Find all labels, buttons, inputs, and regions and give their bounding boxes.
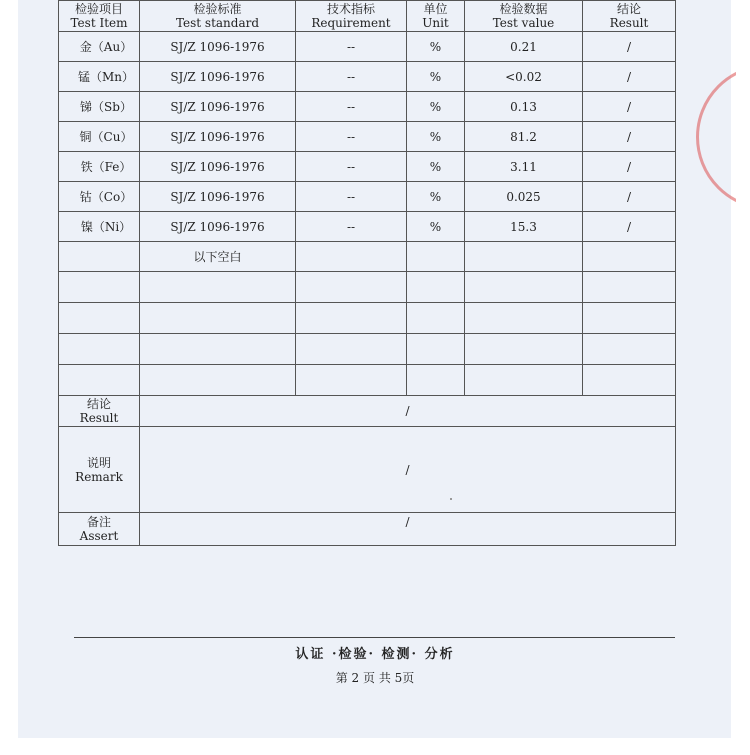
cell-result: /: [583, 92, 676, 122]
table-row: [59, 182, 676, 212]
cell-requirement: --: [296, 62, 407, 92]
table-row: [59, 62, 676, 92]
cell-result: /: [583, 32, 676, 62]
cell-item: 钴（Co）: [59, 182, 140, 212]
cell-result: /: [583, 122, 676, 152]
header-item: 检验项目 Test Item: [59, 1, 140, 32]
cell-unit: %: [407, 182, 465, 212]
cell-value: 0.21: [465, 32, 583, 62]
assert-row: [59, 513, 676, 546]
table-row: [59, 212, 676, 242]
cell-result: /: [583, 212, 676, 242]
cell-unit: %: [407, 212, 465, 242]
empty-row: [59, 303, 676, 334]
footer-divider: [74, 637, 675, 638]
header-value: 检验数据 Test value: [465, 1, 583, 32]
cell-standard: SJ/Z 1096-1976: [140, 122, 296, 152]
assert-label: 备注 Assert: [59, 513, 140, 546]
remark-label: 说明 Remark: [59, 427, 140, 513]
empty-row: [59, 365, 676, 396]
cell-requirement: --: [296, 152, 407, 182]
report-sheet: [18, 0, 731, 738]
cell-unit: %: [407, 62, 465, 92]
empty-cell: [407, 242, 465, 272]
header-result: 结论 Result: [583, 1, 676, 32]
cell-requirement: --: [296, 92, 407, 122]
cell-value: 3.11: [465, 152, 583, 182]
cell-value: 0.025: [465, 182, 583, 212]
cell-requirement: --: [296, 122, 407, 152]
speck: [450, 498, 452, 500]
cell-standard: SJ/Z 1096-1976: [140, 32, 296, 62]
cell-standard: SJ/Z 1096-1976: [140, 92, 296, 122]
cell-unit: %: [407, 152, 465, 182]
page-number: 第 2 页 共 5页: [335, 671, 415, 685]
cell-unit: %: [407, 32, 465, 62]
table-header-row: [59, 1, 676, 32]
conclusion-value: /: [140, 396, 676, 427]
cell-unit: %: [407, 122, 465, 152]
remark-row: [59, 427, 676, 513]
cell-value: <0.02: [465, 62, 583, 92]
cell-item: 铜（Cu）: [59, 122, 140, 152]
cell-requirement: --: [296, 182, 407, 212]
cell-unit: %: [407, 92, 465, 122]
cell-item: 锰（Mn）: [59, 62, 140, 92]
cell-result: /: [583, 182, 676, 212]
cell-item: 锑（Sb）: [59, 92, 140, 122]
empty-cell: [59, 242, 140, 272]
assert-value: /: [140, 513, 676, 546]
header-standard: 检验标准 Test standard: [140, 1, 296, 32]
cell-item: 镍（Ni）: [59, 212, 140, 242]
seal-ring: [696, 64, 736, 206]
footer-motto: 认证 ·检验· 检测· 分析: [295, 647, 455, 662]
cell-value: 0.13: [465, 92, 583, 122]
empty-cell: [296, 242, 407, 272]
cell-item: 铁（Fe）: [59, 152, 140, 182]
remark-value: /: [140, 427, 676, 513]
cell-result: /: [583, 152, 676, 182]
empty-cell: [583, 242, 676, 272]
blank-note: 以下空白: [140, 242, 296, 272]
header-requirement: 技术指标 Requirement: [296, 1, 407, 32]
table-row: [59, 92, 676, 122]
blank-note-row: [59, 242, 676, 272]
empty-row: [59, 334, 676, 365]
official-seal-stamp: [696, 64, 736, 206]
test-results-table: [58, 0, 676, 546]
header-unit: 单位 Unit: [407, 1, 465, 32]
empty-cell: [465, 242, 583, 272]
cell-result: /: [583, 62, 676, 92]
cell-standard: SJ/Z 1096-1976: [140, 212, 296, 242]
cell-standard: SJ/Z 1096-1976: [140, 152, 296, 182]
cell-requirement: --: [296, 212, 407, 242]
cell-standard: SJ/Z 1096-1976: [140, 182, 296, 212]
cell-requirement: --: [296, 32, 407, 62]
table-row: [59, 122, 676, 152]
cell-item: 金（Au）: [59, 32, 140, 62]
cell-value: 15.3: [465, 212, 583, 242]
empty-row: [59, 272, 676, 303]
conclusion-label: 结论 Result: [59, 396, 140, 427]
table-row: [59, 152, 676, 182]
cell-value: 81.2: [465, 122, 583, 152]
conclusion-row: [59, 396, 676, 427]
cell-standard: SJ/Z 1096-1976: [140, 62, 296, 92]
table-row: [59, 32, 676, 62]
